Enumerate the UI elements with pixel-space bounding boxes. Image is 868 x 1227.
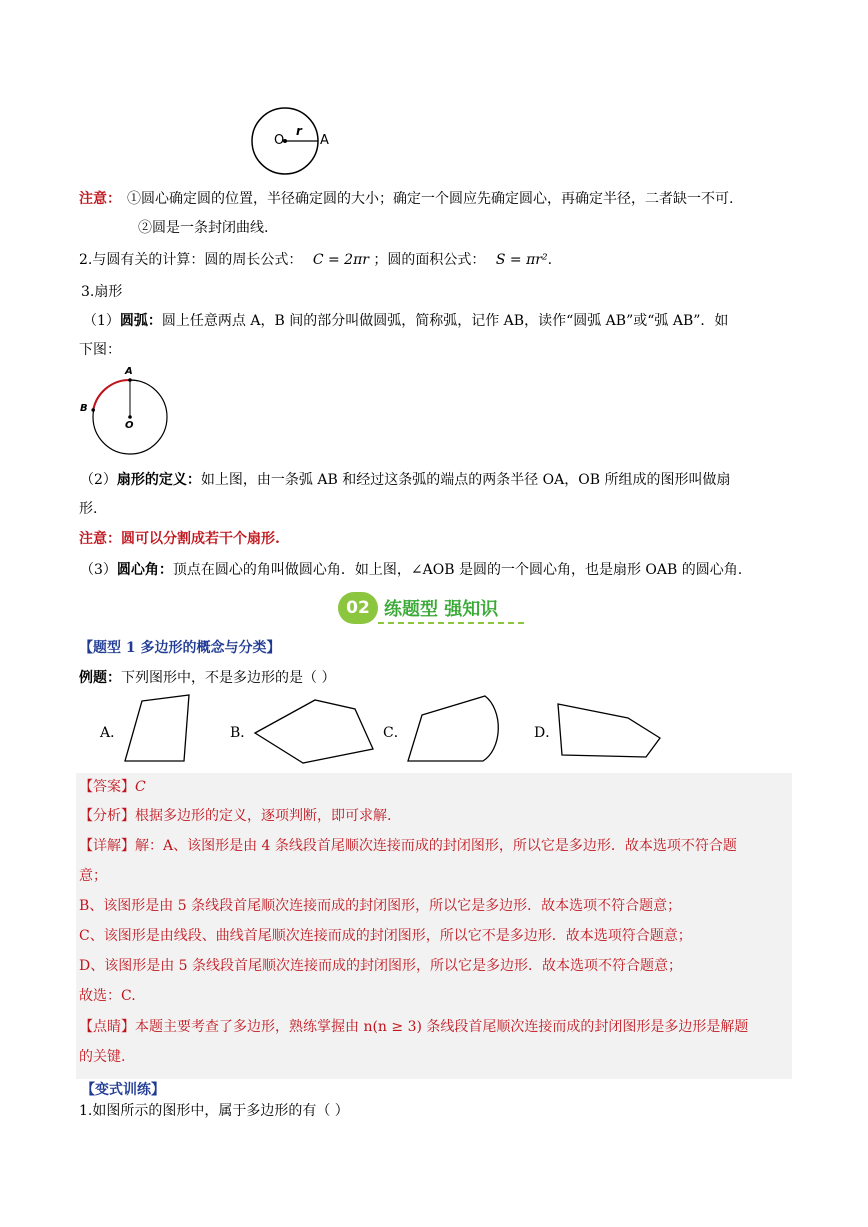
detail-line-5: 故选：C.: [79, 988, 136, 1004]
analysis-text: 根据多边形的定义，逐项判断，即可求解.: [135, 808, 392, 824]
answer-value: C: [135, 779, 146, 795]
central-angle-term: 圆心角：: [116, 562, 173, 578]
calc-text-a: 2.与圆有关的计算：圆的周长公式：: [79, 252, 303, 268]
detail-line-1b: 意；: [79, 868, 107, 884]
note-2: 注意：圆可以分割成若干个扇形.: [79, 531, 280, 547]
detail-line-1: [79, 836, 737, 856]
sector-definition: [80, 470, 730, 490]
answer-tag: 【答案】: [79, 779, 135, 795]
central-angle-definition: [80, 560, 742, 580]
sector-num: （2）: [80, 472, 117, 488]
example-label: 例题：: [79, 670, 121, 686]
option-c-curved-shape: [405, 693, 515, 765]
note-text-1: ①圆心确定圆的位置，半径确定圆的大小；确定一个圆应先确定圆心，再确定半径，二者缺一不可.: [127, 191, 734, 207]
comment-line: [79, 1017, 748, 1037]
arc-definition: [83, 311, 728, 331]
option-c-label: C．: [383, 725, 408, 741]
arc-num: （1）: [83, 313, 120, 329]
detail-line-4: D、该图形是由 5 条线段首尾顺次连接而成的封闭图形，所以它是多边形．故本选项不符合题意；: [79, 958, 683, 974]
center-label: O: [274, 133, 285, 148]
arc-center-o: O: [125, 420, 134, 431]
banner-underline: [378, 622, 524, 624]
area-formula: S = πr²: [495, 252, 548, 268]
section-banner: [338, 591, 528, 627]
section-title: 练题型 强知识: [384, 599, 499, 620]
detail-tag: 【详解】: [79, 838, 135, 854]
sector-term: 扇形的定义：: [116, 472, 201, 488]
radius-label: r: [296, 124, 302, 138]
circumference-formula: C = 2πr: [312, 252, 369, 268]
arc-term: 圆弧：: [119, 313, 162, 329]
sector-heading: 3.扇形: [81, 284, 123, 300]
point-a-label: A: [320, 133, 329, 148]
variant-question-1: 1.如图所示的图形中，属于多边形的有（ ）: [79, 1103, 349, 1119]
option-d-pentagon: [556, 700, 664, 760]
calc-text-c: .: [547, 252, 553, 268]
note-line-1: [79, 189, 733, 209]
arc-definition-2: 下图：: [79, 342, 121, 358]
analysis-line: [79, 806, 391, 826]
comment-line-2: 的关键.: [79, 1049, 126, 1065]
analysis-tag: 【分析】: [79, 808, 135, 824]
comment-text: 本题主要考查了多边形，熟练掌握由 n(n ≥ 3) 条线段首尾顺次连接而成的封闭图形是多边形是解题: [135, 1019, 749, 1035]
comment-tag: 【点睛】: [79, 1019, 135, 1035]
central-angle-num: （3）: [80, 562, 117, 578]
section-number-badge: 02: [338, 592, 378, 624]
option-b-pentagon: [253, 697, 378, 767]
arc-point-b: B: [80, 403, 88, 414]
option-d-label: D．: [534, 725, 560, 741]
note-label: 注意：: [79, 191, 121, 207]
calc-text-b: ；圆的面积公式：: [373, 252, 486, 268]
option-a-quadrilateral: [122, 693, 192, 765]
answer-line: [79, 777, 146, 797]
detail-text-1: 解：A、该图形是由 4 条线段首尾顺次连接而成的封闭图形，所以它是多边形．故本选项不符合题: [135, 838, 737, 854]
topic-1-heading: 【题型 1 多边形的概念与分类】: [79, 640, 281, 656]
arc-text: 圆上任意两点 A，B 间的部分叫做圆弧，简称弧，记作 AB，读作“圆弧 AB”或“弧 AB”．如: [161, 313, 729, 329]
arc-figure: [88, 372, 173, 462]
detail-line-3: C、该图形是由线段、曲线首尾顺次连接而成的封闭图形，所以它不是多边形．故本选项符合题意；: [79, 928, 692, 944]
option-b-label: B．: [230, 725, 255, 741]
note-text-2: ②圆是一条封闭曲线.: [138, 220, 269, 236]
variant-heading: 【变式训练】: [81, 1082, 165, 1098]
circle-calculation: [79, 250, 552, 270]
example-text: 下列图形中，不是多边形的是（ ）: [121, 670, 336, 686]
central-angle-text: 顶点在圆心的角叫做圆心角．如上图，∠AOB 是圆的一个圆心角，也是扇形 OAB 的圆心角.: [172, 562, 743, 578]
detail-line-2: B、该图形是由 5 条线段首尾顺次连接而成的封闭图形，所以它是多边形．故本选项不符合题意；: [79, 898, 682, 914]
sector-text: 如上图，由一条弧 AB 和经过这条弧的端点的两条半径 OA，OB 所组成的图形叫做扇: [200, 472, 731, 488]
sector-definition-2: 形.: [79, 501, 98, 517]
arc-point-a: A: [125, 366, 133, 377]
option-a-label: A．: [100, 725, 125, 741]
example-question: [79, 668, 335, 688]
